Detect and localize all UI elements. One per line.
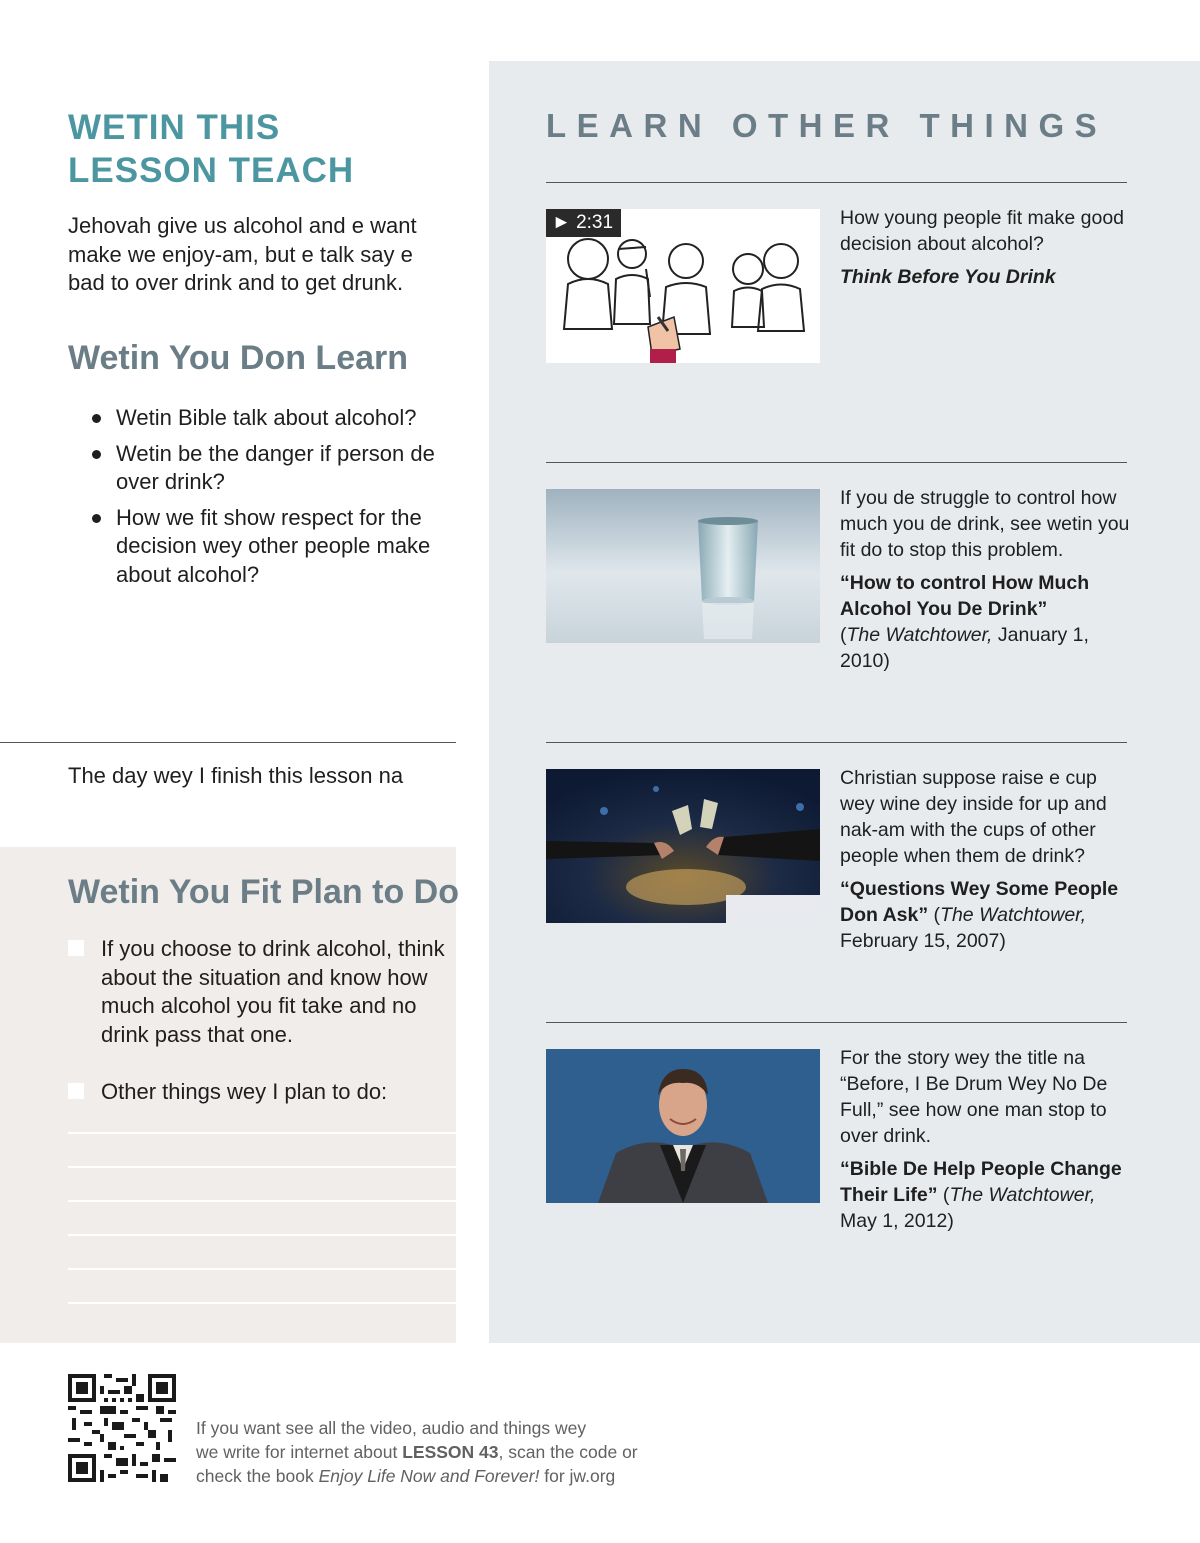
lesson-teach-heading-line2: LESSON TEACH	[68, 151, 355, 190]
learn-other-heading: LEARN OTHER THINGS	[546, 107, 1108, 144]
toast-image	[546, 769, 820, 923]
man-portrait-image	[546, 1049, 820, 1203]
learned-item-text: How we fit show respect for the decision wey other people make about alcohol?	[116, 504, 431, 587]
learned-heading: Wetin You Don Learn	[68, 339, 409, 377]
entry-divider	[546, 462, 1127, 463]
lesson-teach-body: Jehovah give us alcohol and e want make we enjoy-am, but e talk say e bad to over drink and to get drunk.	[68, 213, 417, 295]
plan-item-text: Other things wey I plan to do:	[101, 1079, 388, 1104]
source-publication: The Watchtower,	[949, 1184, 1096, 1206]
writing-line[interactable]	[68, 1166, 456, 1168]
bullet-icon	[92, 514, 101, 523]
learned-item-text: Wetin Bible talk about alcohol?	[116, 405, 417, 430]
entry-description: For the story wey the title na “Before, I Be Drum Wey No De Full,” see how one man stop to over drink.	[840, 1047, 1108, 1147]
footer-line: , scan the code or	[498, 1442, 638, 1462]
checkbox-icon[interactable]	[68, 940, 84, 956]
source-open: (	[937, 1184, 950, 1206]
learn-entry	[840, 765, 1130, 954]
learned-item-text: Wetin be the danger if person de over drink?	[116, 440, 435, 494]
lesson-teach-heading	[68, 106, 448, 192]
plan-item[interactable]	[68, 1078, 448, 1107]
plan-item-text: If you choose to drink alcohol, think about the situation and know how much alcohol you fit take and no drink pass that one.	[101, 936, 445, 1047]
qr-code-icon	[68, 1374, 176, 1482]
video-title-link[interactable]: Think Before You Drink	[840, 266, 1056, 288]
source-date: January 1, 2010)	[840, 624, 1089, 672]
entry-divider	[546, 742, 1127, 743]
footer-lesson-number: LESSON 43	[402, 1442, 499, 1462]
footer-line: If you want see all the video, audio and things wey	[196, 1418, 587, 1438]
article-reference[interactable]	[840, 1156, 1130, 1234]
learned-list	[92, 404, 452, 596]
writing-line[interactable]	[68, 1234, 456, 1236]
source-publication: The Watchtower,	[846, 624, 993, 646]
article-reference[interactable]	[840, 876, 1130, 954]
entry-description: If you de struggle to control how much you de drink, see wetin you fit do to stop this problem.	[840, 487, 1130, 561]
article-title[interactable]: “Questions Wey Some People Don Ask”	[840, 878, 1119, 926]
finish-date-label: The day wey I finish this lesson na	[68, 763, 404, 788]
writing-line[interactable]	[68, 1302, 456, 1304]
glass-image	[546, 489, 820, 643]
entry-description: How young people fit make good decision about alcohol?	[840, 207, 1125, 255]
entry-description: Christian suppose raise e cup wey wine dey inside for up and nak-am with the cups of other people when them de drink?	[840, 767, 1107, 867]
writing-line[interactable]	[68, 1268, 456, 1270]
qr-code[interactable]	[68, 1374, 176, 1482]
entry-divider	[546, 1022, 1127, 1023]
man-portrait-photo	[546, 1049, 820, 1203]
glass-photo	[546, 489, 820, 643]
footer-note	[196, 1416, 716, 1488]
lesson-teach-heading-line1: WETIN THIS	[68, 108, 281, 147]
source-open: (	[840, 624, 847, 646]
video-thumbnail[interactable]	[546, 209, 820, 363]
writing-line[interactable]	[68, 1132, 456, 1134]
article-title[interactable]: “Bible De Help People Change Their Life”	[840, 1158, 1122, 1206]
source-date: May 1, 2012)	[840, 1210, 954, 1232]
learn-entry	[840, 485, 1130, 674]
article-reference[interactable]	[840, 570, 1130, 674]
entry-divider	[546, 182, 1127, 183]
footer-line: check the book	[196, 1466, 319, 1486]
source-date: February 15, 2007)	[840, 930, 1006, 952]
article-title[interactable]: “How to control How Much Alcohol You De Drink”	[840, 572, 1090, 620]
left-divider	[0, 742, 456, 743]
learned-item	[92, 404, 452, 433]
toast-photo	[546, 769, 820, 923]
source-publication: The Watchtower,	[940, 904, 1087, 926]
footer-line[interactable]: for jw.org	[539, 1466, 616, 1486]
learned-item	[92, 440, 452, 497]
learned-item	[92, 504, 452, 590]
learn-entry	[840, 205, 1130, 290]
plan-item[interactable]	[68, 935, 448, 1049]
bullet-icon	[92, 450, 101, 459]
footer-line: we write for internet about	[196, 1442, 403, 1462]
bullet-icon	[92, 414, 101, 423]
plan-heading: Wetin You Fit Plan to Do	[68, 873, 459, 911]
video-duration-badge: ► 2:31	[546, 209, 621, 237]
checkbox-icon[interactable]	[68, 1083, 84, 1099]
source-open: (	[928, 904, 941, 926]
writing-line[interactable]	[68, 1200, 456, 1202]
learn-entry	[840, 1045, 1130, 1234]
footer-book-title: Enjoy Life Now and Forever!	[318, 1466, 540, 1486]
